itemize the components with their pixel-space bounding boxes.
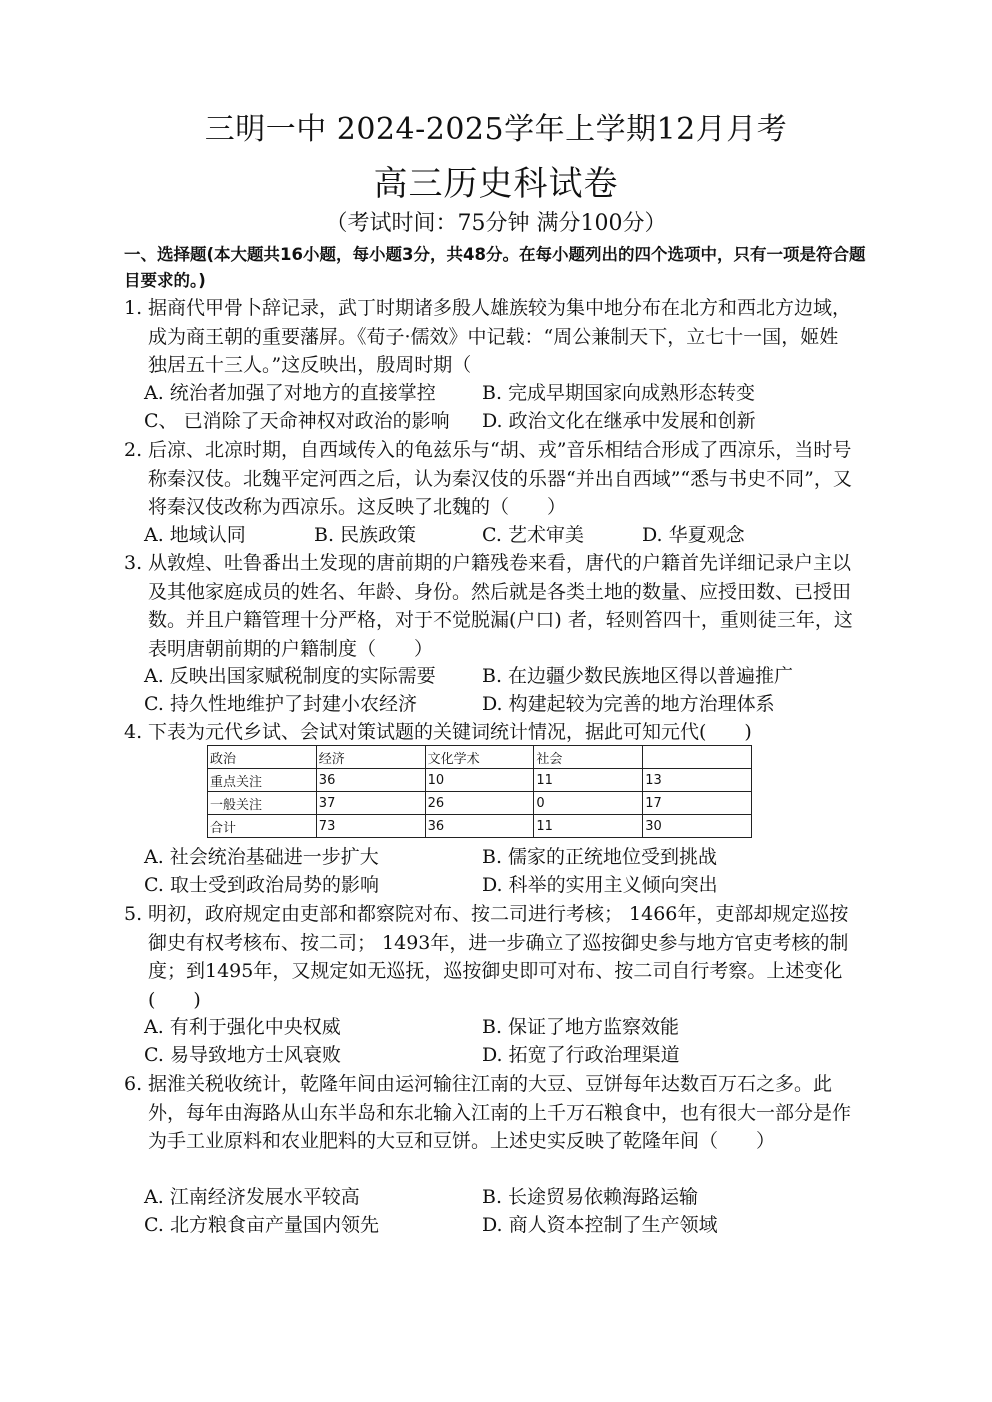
table-cell: 11 bbox=[534, 769, 643, 792]
table-cell: 合计 bbox=[208, 815, 317, 838]
option-c[interactable]: C. 艺术审美 bbox=[482, 524, 584, 546]
option-a[interactable]: A. 统治者加强了对地方的直接掌控 bbox=[144, 382, 436, 404]
question-6 bbox=[124, 1070, 854, 1156]
question-4 bbox=[124, 718, 854, 747]
option-c[interactable]: C. 易导致地方士风衰败 bbox=[144, 1044, 341, 1066]
exam-title-line2: 高三历史科试卷 bbox=[373, 164, 619, 204]
table-cell: 37 bbox=[316, 792, 425, 815]
table-cell: 经济 bbox=[316, 746, 425, 769]
table-row bbox=[208, 746, 752, 769]
table-cell: 13 bbox=[643, 769, 752, 792]
question-1 bbox=[124, 294, 854, 380]
question-2 bbox=[124, 436, 854, 522]
table-cell: 73 bbox=[316, 815, 425, 838]
table-cell: 重点关注 bbox=[208, 769, 317, 792]
question-stem: 据商代甲骨卜辞记录，武丁时期诸多殷人雄族较为集中地分布在北方和西北方边域，成为商王朝的重要藩屏。《荀子·儒效》中记载：“周公兼制天下，立七十一国，姬姓独居五十三人。”这反映出，殷周时期（ bbox=[148, 297, 852, 376]
option-b[interactable]: B. 儒家的正统地位受到挑战 bbox=[482, 846, 718, 868]
table-row bbox=[208, 769, 752, 792]
option-d[interactable]: D. 商人资本控制了生产领域 bbox=[482, 1214, 718, 1236]
question-number: 4. bbox=[124, 721, 143, 743]
option-a[interactable]: A. 有利于强化中央权威 bbox=[144, 1016, 341, 1038]
option-a[interactable]: A. 地域认同 bbox=[144, 524, 246, 546]
option-b[interactable]: B. 长途贸易依赖海路运输 bbox=[482, 1186, 699, 1208]
table-cell: 政治 bbox=[208, 746, 317, 769]
table-cell: 10 bbox=[425, 769, 534, 792]
question-5 bbox=[124, 900, 854, 1014]
exam-title-line1: 三明一中 2024-2025学年上学期12月月考 bbox=[204, 112, 788, 147]
exam-subtitle: （考试时间：75分钟 满分100分） bbox=[325, 211, 667, 236]
question-stem: 据淮关税收统计，乾隆年间由运河输往江南的大豆、豆饼每年达数百万石之多。此外，每年由海路从山东半岛和东北输入江南的上千万石粮食中，也有很大一部分是作为手工业原料和农业肥料的大豆和豆饼。上述史实反映了乾隆年间（ ） bbox=[148, 1073, 852, 1152]
table-cell: 11 bbox=[534, 815, 643, 838]
option-c[interactable]: C、 已消除了天命神权对政治的影响 bbox=[144, 410, 450, 432]
table-cell: 0 bbox=[534, 792, 643, 815]
question-stem: 下表为元代乡试、会试对策试题的关键词统计情况，据此可知元代( ) bbox=[148, 721, 752, 743]
table-cell: 社会 bbox=[534, 746, 643, 769]
option-c[interactable]: C. 持久性地维护了封建小农经济 bbox=[144, 693, 417, 715]
question-number: 3. bbox=[124, 552, 143, 574]
option-c[interactable]: C. 取士受到政治局势的影响 bbox=[144, 874, 379, 896]
question-stem: 后凉、北凉时期，自西域传入的龟兹乐与“胡、戎”音乐相结合形成了西凉乐，当时号称秦汉伎。北魏平定河西之后，认为秦汉伎的乐器“并出自西域”“悉与书史不同”，又将秦汉伎改称为西凉乐。这反映了北魏的（ ） bbox=[148, 439, 852, 518]
option-d[interactable]: D. 拓宽了行政治理渠道 bbox=[482, 1044, 680, 1066]
option-d[interactable]: D. 科举的实用主义倾向突出 bbox=[482, 874, 718, 896]
option-b[interactable]: B. 完成早期国家向成熟形态转变 bbox=[482, 382, 756, 404]
keyword-stats-table bbox=[207, 745, 752, 838]
option-b[interactable]: B. 保证了地方监察效能 bbox=[482, 1016, 680, 1038]
table-cell: 36 bbox=[425, 815, 534, 838]
question-stem: 明初，政府规定由吏部和都察院对布、按二司进行考核； 1466年，吏部却规定巡按御史有权考核布、按二司； 1493年，进一步确立了巡按御史参与地方官吏考核的制度；到1495年，又规定如无巡抚，巡按御史即可对布、按二司自行考察。上述变化( ) bbox=[148, 903, 849, 1011]
question-number: 2. bbox=[124, 439, 143, 461]
option-b[interactable]: B. 民族政策 bbox=[314, 524, 417, 546]
option-a[interactable]: A. 社会统治基础进一步扩大 bbox=[144, 846, 379, 868]
option-d[interactable]: D. 构建起较为完善的地方治理体系 bbox=[482, 693, 775, 715]
table-row bbox=[208, 792, 752, 815]
question-3 bbox=[124, 549, 854, 663]
table-row bbox=[208, 815, 752, 838]
option-a[interactable]: A. 江南经济发展水平较高 bbox=[144, 1186, 360, 1208]
table-cell: 36 bbox=[316, 769, 425, 792]
table-cell bbox=[643, 746, 752, 769]
section-heading: 一、选择题(本大题共16小题，每小题3分，共48分。在每小题列出的四个选项中，只有一项是符合题目要求的。) bbox=[124, 245, 866, 290]
table-cell: 30 bbox=[643, 815, 752, 838]
table-cell: 一般关注 bbox=[208, 792, 317, 815]
question-number: 6. bbox=[124, 1073, 143, 1095]
table-cell: 文化学术 bbox=[425, 746, 534, 769]
table-cell: 17 bbox=[643, 792, 752, 815]
option-b[interactable]: B. 在边疆少数民族地区得以普遍推广 bbox=[482, 665, 794, 687]
option-d[interactable]: D. 政治文化在继承中发展和创新 bbox=[482, 410, 756, 432]
question-number: 5. bbox=[124, 903, 143, 925]
option-c[interactable]: C. 北方粮食亩产量国内领先 bbox=[144, 1214, 379, 1236]
option-a[interactable]: A. 反映出国家赋税制度的实际需要 bbox=[144, 665, 436, 687]
question-number: 1. bbox=[124, 297, 143, 319]
table-cell: 26 bbox=[425, 792, 534, 815]
question-stem: 从敦煌、吐鲁番出土发现的唐前期的户籍残卷来看，唐代的户籍首先详细记录户主以及其他家庭成员的姓名、年龄、身份。然后就是各类土地的数量、应授田数、已授田数。并且户籍管理十分严格，对于不觉脱漏(户口) 者，轻则笞四十，重则徒三年，这表明唐朝前期的户籍制度（ ） bbox=[148, 552, 853, 660]
option-d[interactable]: D. 华夏观念 bbox=[642, 524, 745, 546]
